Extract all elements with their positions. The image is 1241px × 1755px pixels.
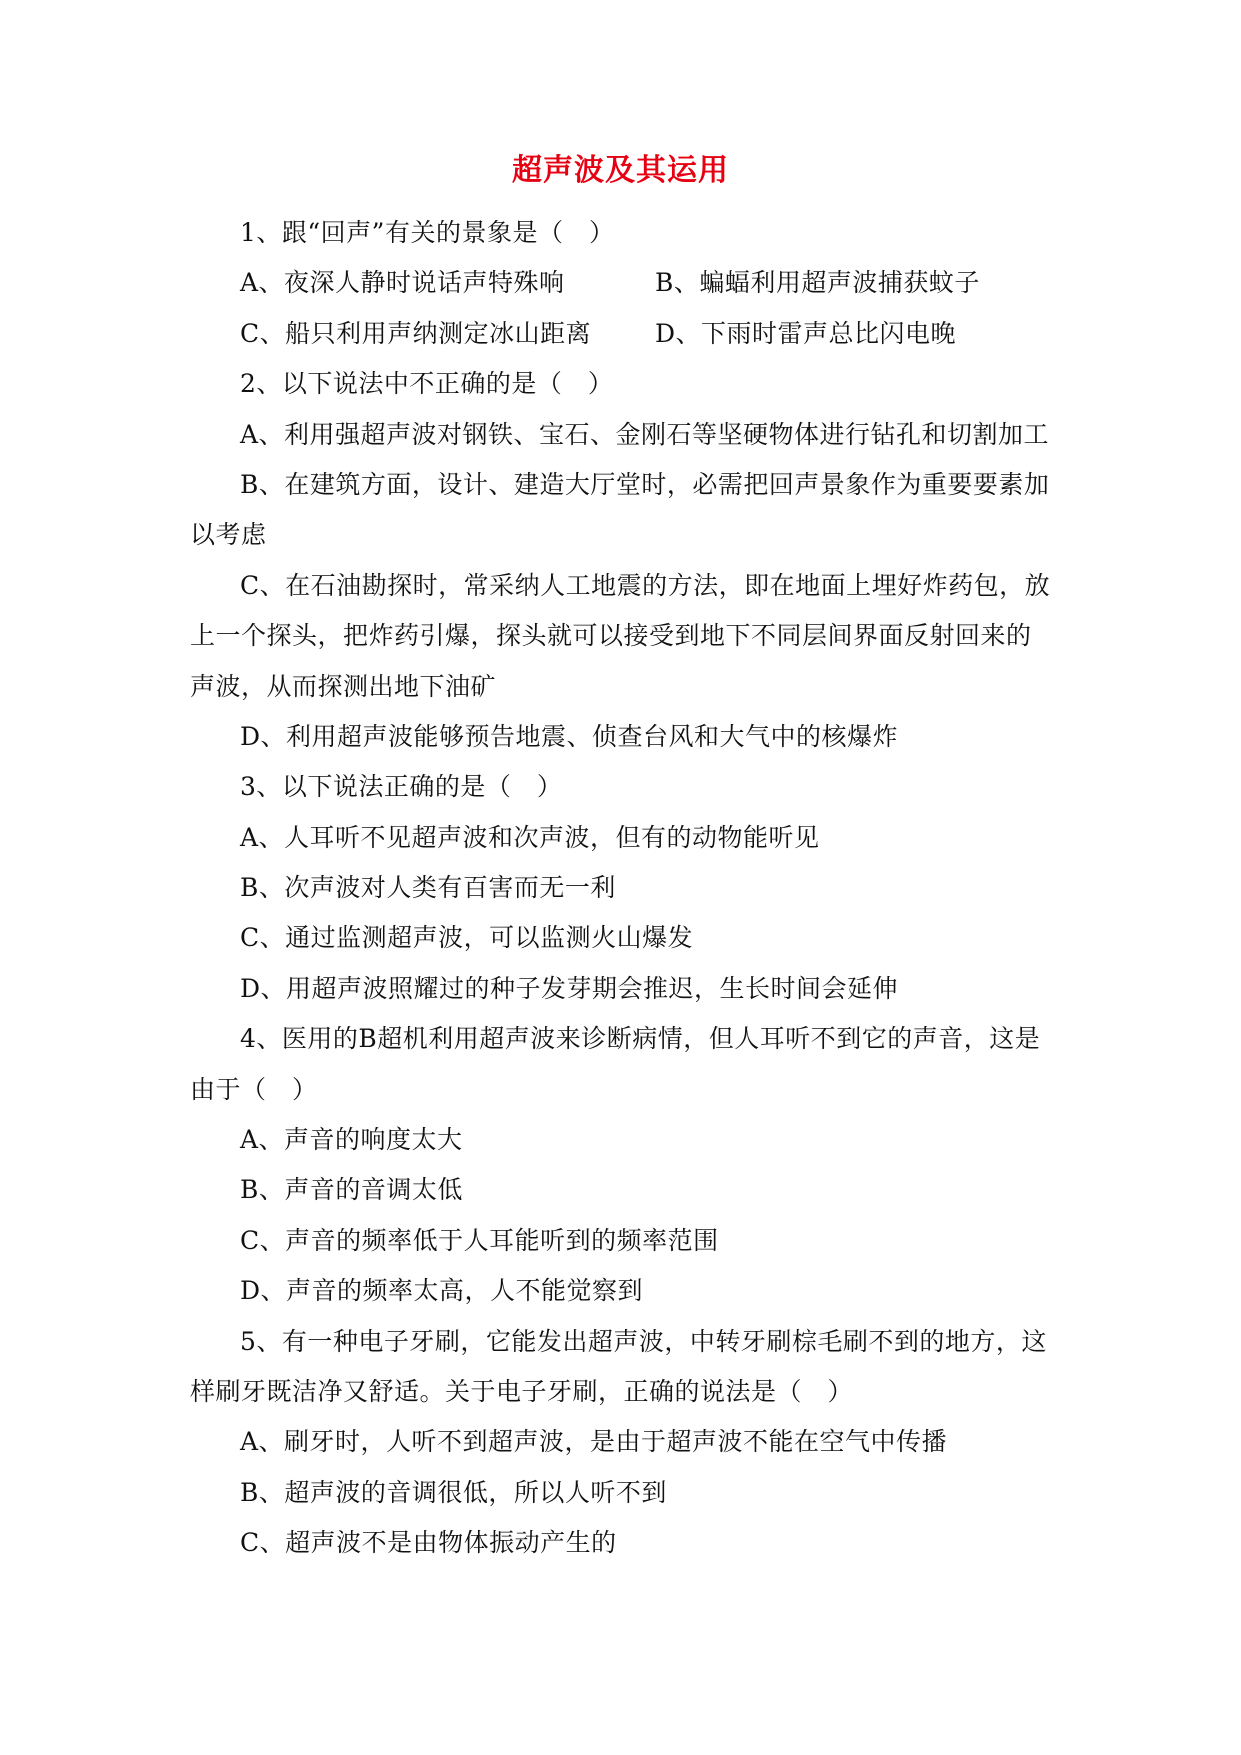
option-5b: B、超声波的音调很低，所以人听不到 (240, 1477, 667, 1507)
option-2c: C、在石油勘探时，常采纳人工地震的方法，即在地面上埋好炸药包，放 (240, 570, 1051, 600)
option-1d: D、下雨时雷声总比闪电晚 (655, 318, 957, 348)
option-5a: A、刷牙时，人听不到超声波，是由于超声波不能在空气中传播 (240, 1427, 948, 1457)
option-3d: D、用超声波照耀过的种子发芽期会推迟，生长时间会延伸 (240, 973, 899, 1003)
question-5: 5、有一种电子牙刷，它能发出超声波，中转牙刷棕毛刷不到的地方，这 (240, 1326, 1047, 1356)
option-2b: B、在建筑方面，设计、建造大厅堂时，必需把回声景象作为重要要素加 (240, 469, 1050, 499)
option-row (190, 309, 1090, 359)
option-3c: C、通过监测超声波，可以监测火山爆发 (240, 923, 694, 953)
option-2c-cont: 上一个探头，把炸药引爆，探头就可以接受到地下不同层间界面反射回来的 (190, 621, 1032, 651)
option-3b: B、次声波对人类有百害而无一利 (240, 873, 616, 903)
question-4: 4、医用的B超机利用超声波来诊断病情，但人耳听不到它的声音，这是 (240, 1024, 1041, 1054)
option-row (190, 258, 1090, 308)
option-2d: D、利用超声波能够预告地震、侦查台风和大气中的核爆炸 (240, 721, 899, 751)
option-1b: B、蝙蝠利用超声波捕获蚊子 (655, 268, 980, 298)
option-1a: A、夜深人静时说话声特殊响 (240, 268, 565, 298)
option-4b: B、声音的音调太低 (240, 1175, 463, 1205)
option-3a: A、人耳听不见超声波和次声波，但有的动物能听见 (240, 822, 820, 852)
question-list (190, 208, 1090, 1569)
page-title: 超声波及其运用 (512, 153, 729, 188)
question-4-cont: 由于（ ） (190, 1074, 318, 1104)
option-1c: C、船只利用声纳测定冰山距离 (240, 318, 592, 348)
question-2: 2、以下说法中不正确的是（ ） (240, 369, 614, 399)
option-2c-cont: 声波，从而探测出地下油矿 (190, 671, 497, 701)
question-5-cont: 样刷牙既洁净又舒适。关于电子牙刷，正确的说法是（ ） (190, 1376, 854, 1406)
question-3: 3、以下说法正确的是（ ） (240, 772, 563, 802)
option-2b-cont: 以考虑 (190, 520, 267, 550)
option-2a: A、利用强超声波对钢铁、宝石、金刚石等坚硬物体进行钻孔和切割加工 (240, 419, 1050, 449)
option-4c: C、声音的频率低于人耳能听到的频率范围 (240, 1225, 719, 1255)
question-1: 1、跟“回声”有关的景象是（ ） (240, 218, 615, 247)
option-4a: A、声音的响度太大 (240, 1125, 463, 1155)
option-4d: D、声音的频率太高，人不能觉察到 (240, 1276, 644, 1306)
option-5c: C、超声波不是由物体振动产生的 (240, 1528, 617, 1558)
